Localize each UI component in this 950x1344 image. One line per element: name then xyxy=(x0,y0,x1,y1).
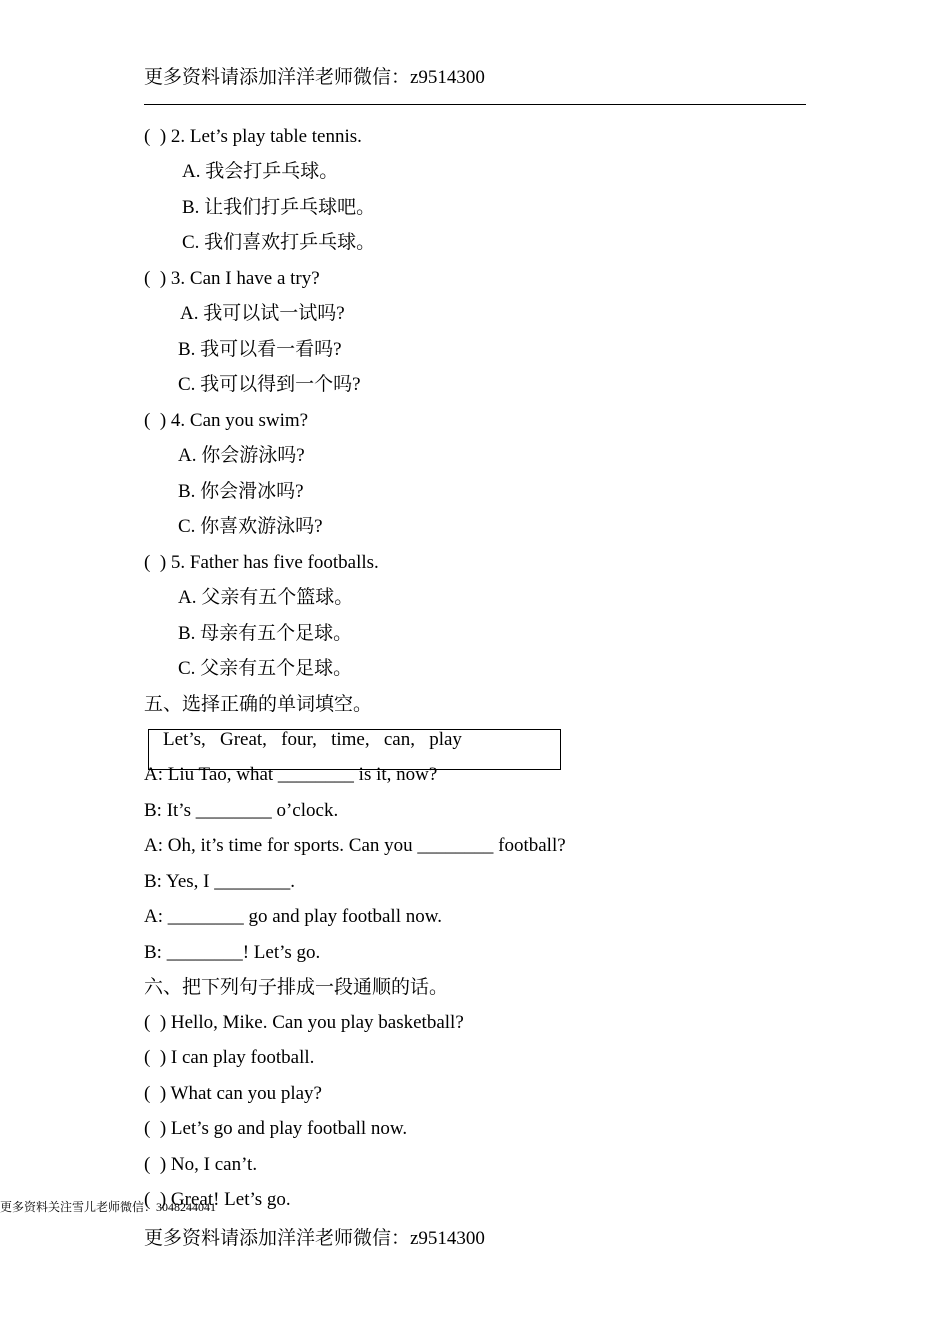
header-text: 更多资料请添加洋洋老师微信：z9514300 xyxy=(144,67,485,88)
ordering-item-2: ( ) I can play football. xyxy=(144,1047,315,1068)
dialogue-line-4: B: Yes, I ________. xyxy=(144,871,295,892)
watermark-text: 更多资料关注雪儿老师微信：3048244041 xyxy=(0,1200,217,1214)
dialogue-line-5: A: ________ go and play football now. xyxy=(144,906,442,927)
section-5-title: 五、选择正确的单词填空。 xyxy=(144,694,373,715)
question-4-option-c: C. 你喜欢游泳吗? xyxy=(178,516,323,537)
question-3-stem: ( ) 3. Can I have a try? xyxy=(144,268,320,289)
question-2-option-c: C. 我们喜欢打乒乓球。 xyxy=(182,232,376,253)
question-5-option-b: B. 母亲有五个足球。 xyxy=(178,623,353,644)
footer-text: 更多资料请添加洋洋老师微信：z9514300 xyxy=(144,1228,485,1249)
question-2-stem: ( ) 2. Let’s play table tennis. xyxy=(144,126,362,147)
section-6-title: 六、把下列句子排成一段通顺的话。 xyxy=(144,977,449,998)
ordering-item-4: ( ) Let’s go and play football now. xyxy=(144,1118,408,1139)
ordering-item-6: ( ) Great! Let’s go. xyxy=(144,1189,291,1210)
question-3-option-c: C. 我可以得到一个吗? xyxy=(178,374,361,395)
question-2-option-a: A. 我会打乒乓球。 xyxy=(182,161,339,182)
question-5-option-a: A. 父亲有五个篮球。 xyxy=(178,587,354,608)
dialogue-line-3: A: Oh, it’s time for sports. Can you ________ football? xyxy=(144,835,566,856)
ordering-item-1: ( ) Hello, Mike. Can you play basketball? xyxy=(144,1012,464,1033)
ordering-item-5: ( ) No, I can’t. xyxy=(144,1154,258,1175)
question-5-stem: ( ) 5. Father has five footballs. xyxy=(144,552,379,573)
header-divider xyxy=(144,104,806,105)
question-4-stem: ( ) 4. Can you swim? xyxy=(144,410,309,431)
question-3-option-b: B. 我可以看一看吗? xyxy=(178,339,342,360)
dialogue-line-1: A: Liu Tao, what ________ is it, now? xyxy=(144,764,438,785)
question-4-option-b: B. 你会滑冰吗? xyxy=(178,481,304,502)
question-4-option-a: A. 你会游泳吗? xyxy=(178,445,305,466)
ordering-item-3: ( ) What can you play? xyxy=(144,1083,322,1104)
question-3-option-a: A. 我可以试一试吗? xyxy=(180,303,345,324)
question-2-option-b: B. 让我们打乒乓球吧。 xyxy=(182,197,376,218)
dialogue-line-2: B: It’s ________ o’clock. xyxy=(144,800,339,821)
dialogue-line-6: B: ________! Let’s go. xyxy=(144,942,321,963)
word-bank: Let’s, Great, four, time, can, play xyxy=(163,729,462,750)
question-5-option-c: C. 父亲有五个足球。 xyxy=(178,658,353,679)
